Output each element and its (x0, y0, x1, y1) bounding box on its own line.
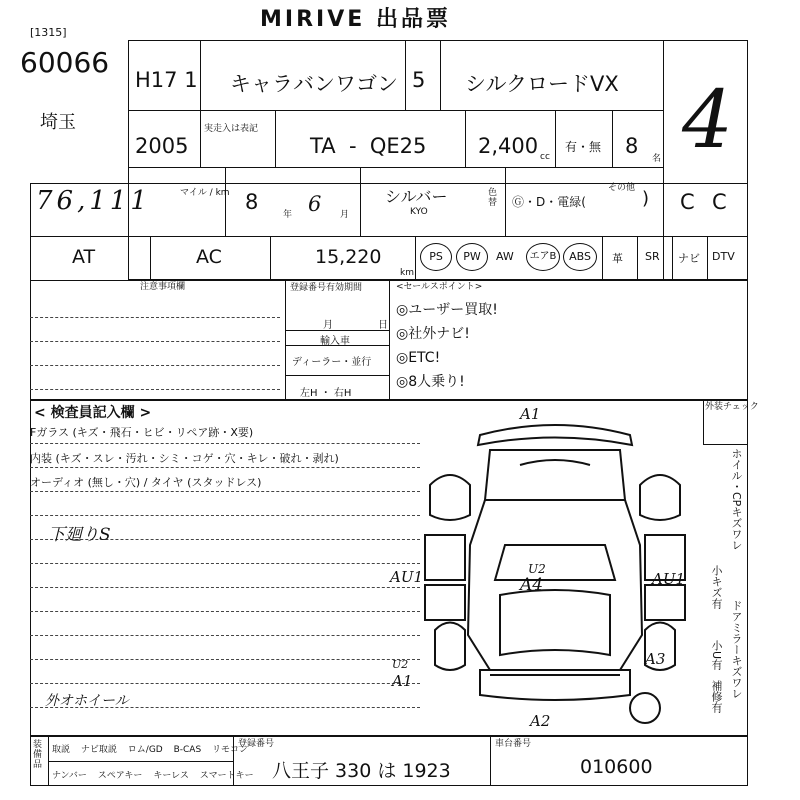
sales-point: ◎ユーザー買取! (396, 302, 498, 318)
side-note-repair: 補修有 (710, 680, 723, 713)
damage-mark: U2 (528, 562, 546, 576)
damage-mark: A2 (530, 712, 551, 730)
damage-mark: AU1 (652, 570, 686, 588)
equipment-label: 装備品 (33, 740, 43, 770)
damage-mark: U2 (392, 658, 409, 671)
sales-points (396, 298, 498, 394)
license-plate: 八王子 330 は 1923 (272, 760, 451, 782)
handwritten-other-wheel: 外オホイール (45, 693, 129, 709)
import-car-label: 輸入車 (320, 336, 350, 347)
lot-code: [1315] (30, 26, 67, 39)
dealer-parallel: ディーラー・並行 (292, 357, 372, 368)
windshield-line: Fガラス (キズ・飛石・ヒビ・リペア跡・X要) (30, 426, 254, 439)
audio-tire-line: オーディオ (無し・穴) / タイヤ (スタッドレス) (30, 476, 262, 489)
seat-count: 8 (625, 134, 639, 158)
recorded-mileage: 15,220 (315, 246, 382, 268)
equipment-row-2: ナンバー スペアキー キーレス スマートキー (52, 771, 254, 781)
option-navi: ナビ (678, 252, 700, 265)
sales-point: ◎社外ナビ! (396, 326, 470, 342)
transmission: AT (72, 246, 96, 268)
option-sunroof: SR (645, 250, 660, 263)
equipment-row-1: 取説 ナビ取説 ロム/GD B-CAS リモコン (52, 745, 249, 755)
shaken-year: 8 (245, 190, 259, 214)
car-name: キャラバンワゴン (230, 72, 398, 96)
damage-mark: A4 (520, 575, 544, 595)
color-change-label: 色替 (488, 188, 498, 208)
damage-mark: A1 (520, 405, 541, 423)
km-unit: km (400, 268, 414, 278)
option-dtv: DTV (712, 250, 735, 263)
option-pw: PW (456, 243, 488, 271)
recycle-mark-2: C (712, 190, 727, 214)
chassis-number: 010600 (580, 756, 653, 778)
option-leather: 革 (612, 252, 623, 265)
interior-line: 内装 (キズ・スレ・汚れ・シミ・コゲ・穴・キレ・破れ・剥れ) (30, 452, 339, 465)
lot-number: 60066 (20, 46, 110, 79)
aircon: AC (196, 246, 222, 268)
sales-point: ◎8人乗り! (396, 374, 465, 390)
first-registration-year: 2005 (135, 134, 189, 158)
spare-tire-circle (630, 693, 660, 723)
side-note-small-scratch: 小キズ有 (710, 565, 723, 609)
chassis-label: 車台番号 (495, 739, 532, 749)
steering-side: 左H ・ 右H (300, 388, 352, 399)
grade-score: 4 (682, 73, 733, 166)
damage-mark: A1 (392, 672, 413, 690)
color-code: KYO (410, 207, 428, 217)
side-note-wheel: ホイル・CPキズワレ (730, 448, 743, 551)
has-none: 有・無 (565, 140, 602, 154)
mileage-note-label: 実走入は表記 (204, 124, 259, 134)
auction-brand: MIRIVE 出品票 (260, 7, 451, 32)
inspector-title: < 検査員記入欄 > (34, 405, 152, 421)
model-year: H17 1 (135, 68, 198, 92)
model-grade: シルクロードVX (465, 72, 619, 96)
model-code: TA - QE25 (310, 134, 427, 158)
option-airbag: エアB (526, 243, 560, 271)
color: シルバー (385, 187, 448, 206)
option-ps: PS (420, 243, 452, 271)
region: 埼玉 (40, 112, 76, 133)
option-aw: AW (496, 250, 514, 263)
option-abs: ABS (563, 243, 597, 271)
cc-unit: cc (540, 152, 550, 162)
damage-mark: A3 (645, 650, 666, 668)
seat-unit: 名 (652, 154, 662, 164)
notice-label: 注意事項欄 (140, 282, 186, 292)
odometer: 76,111 (36, 186, 151, 216)
handwritten-undercarriage: 下廻りS (48, 525, 111, 545)
displacement: 2,400 (478, 134, 539, 158)
plate-label: 登録番号 (238, 739, 275, 749)
sales-points-label: <セールスポイント> (396, 282, 483, 292)
sales-point: ◎ETC! (396, 350, 441, 366)
recycle-mark-1: C (680, 190, 695, 214)
door-count: 5 (412, 68, 426, 92)
paint-type: Ⓖ・D・電緑( (512, 195, 586, 209)
damage-mark: AU1 (390, 568, 424, 586)
side-note-small-u: 小U有 (710, 640, 723, 671)
km-label: マイル / km (180, 188, 230, 198)
shaken-month: 6 (308, 192, 322, 216)
side-note-mirror: ドアミラーキズワレ (730, 600, 743, 699)
